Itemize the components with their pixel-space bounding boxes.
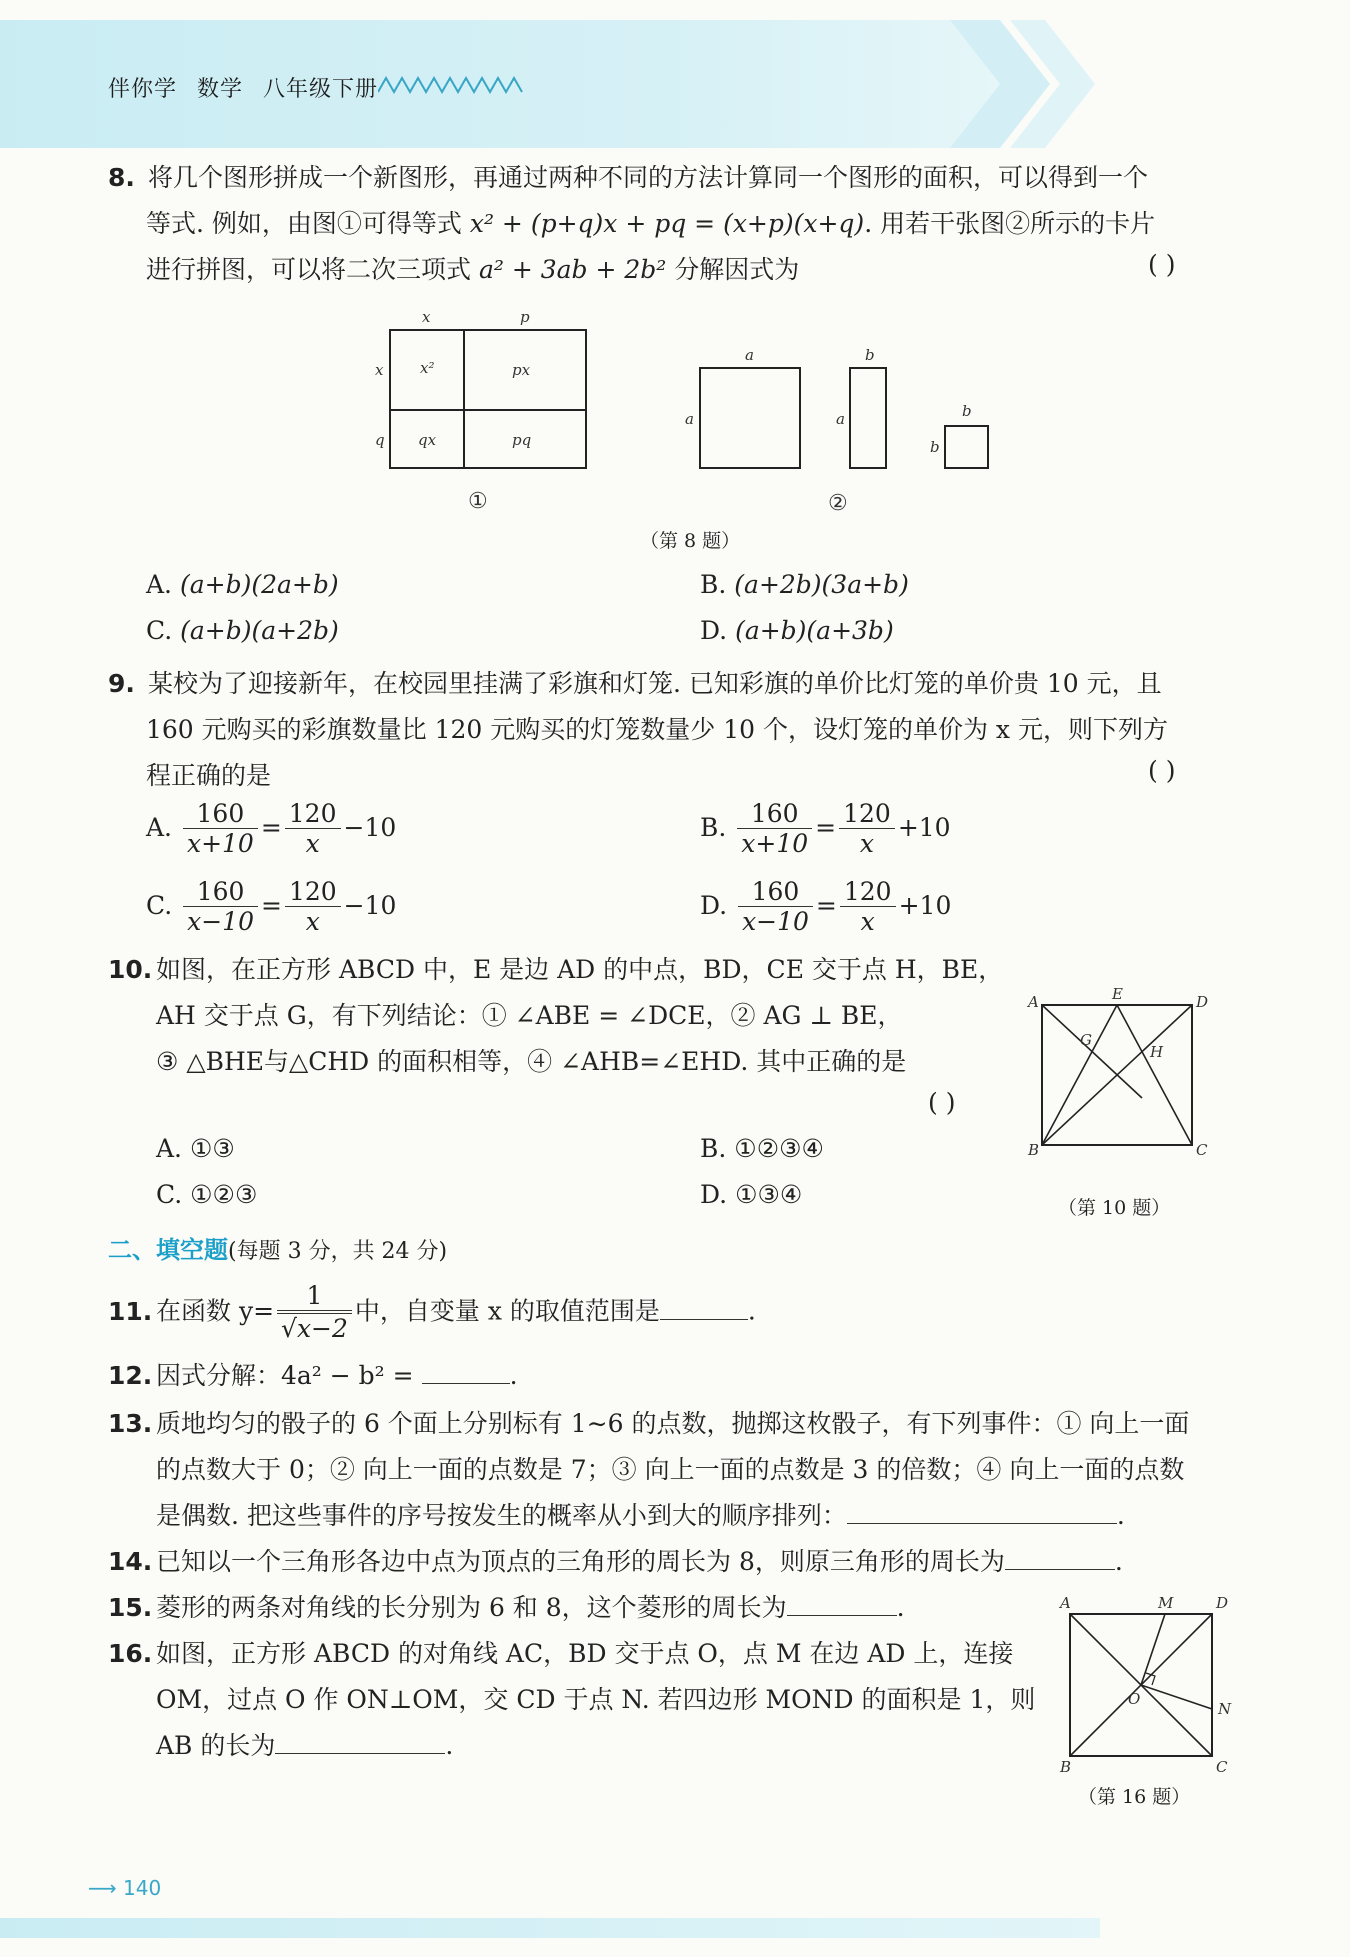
q8-text3a: 进行拼图，可以将二次三项式 (146, 255, 472, 284)
fig10-label-c: C (1196, 1141, 1208, 1159)
q8-answer-paren: ( ) (1148, 250, 1176, 279)
q10-figure (1020, 985, 1220, 1165)
section-note: (每题 3 分，共 24 分) (228, 1239, 448, 1264)
q9-text1: 某校为了迎接新年，在校园里挂满了彩旗和灯笼. 已知彩旗的单价比灯笼的单价贵 10 元，且 (148, 669, 1162, 698)
equals-sign: = (261, 891, 282, 920)
header-book: 伴你学 (108, 77, 178, 102)
q9-option-a[interactable] (146, 800, 396, 859)
fig16-label-b: B (1060, 1758, 1072, 1776)
fig10-label-g: G (1080, 1031, 1092, 1049)
q11 (108, 1282, 756, 1344)
numerator: 120 (839, 800, 895, 829)
option-label: C. (156, 1180, 183, 1209)
q8-line2 (146, 204, 1155, 240)
fig16-label-c: C (1216, 1758, 1228, 1776)
q9-option-b[interactable] (700, 800, 951, 859)
q10-text1: 如图，在正方形 ABCD 中，E 是边 AD 的中点，BD，CE 交于点 H，BE， (156, 955, 1004, 984)
option-text: ①③ (189, 1134, 235, 1163)
q8-line3 (146, 250, 799, 286)
option-text: ①③④ (735, 1180, 803, 1209)
footer-band (0, 1918, 1100, 1938)
fraction (840, 878, 896, 937)
q8-number: 8. (108, 163, 135, 192)
option-label: B. (700, 570, 727, 599)
option-label: D. (700, 616, 728, 645)
numerator: 160 (737, 800, 812, 829)
fig2-label-b-top: b (865, 346, 875, 364)
equals-sign: = (260, 813, 282, 842)
q9-option-c[interactable] (146, 878, 396, 937)
header-grade: 八年级下册 (263, 77, 379, 102)
tail: +10 (898, 891, 952, 920)
page-number (88, 1876, 161, 1900)
q8-option-c[interactable] (146, 616, 339, 645)
option-label: C. (146, 891, 173, 920)
q8-figures (360, 300, 1060, 530)
option-label: B. (700, 813, 727, 842)
fig1-label-p-top: p (520, 308, 530, 326)
section-heading-fill-blank (108, 1230, 447, 1265)
section-title: 二、填空题 (108, 1236, 228, 1264)
page-number-value: 140 (123, 1876, 162, 1900)
q16-figure (1050, 1592, 1250, 1782)
fig2-label-a-top: a (745, 346, 754, 364)
q10-figure-caption: （第 10 题） (1058, 1197, 1171, 1219)
equals-sign: = (815, 813, 837, 842)
q12-number: 12. (108, 1361, 153, 1390)
q12-text: 因式分解：4a² − b² = (156, 1361, 414, 1390)
q8-option-b[interactable] (700, 570, 909, 599)
q16-end: . (445, 1731, 454, 1760)
q15-text: 菱形的两条对角线的长分别为 6 和 8，这个菱形的周长为 (156, 1593, 787, 1622)
option-label: D. (700, 1180, 728, 1209)
numerator: 120 (840, 878, 896, 907)
q14-end: . (1114, 1547, 1123, 1576)
q14-text: 已知以一个三角形各边中点为顶点的三角形的周长为 8，则原三角形的周长为 (156, 1547, 1005, 1576)
fraction (277, 1282, 352, 1344)
fig16-label-o: O (1128, 1690, 1141, 1708)
q14-number: 14. (108, 1547, 153, 1576)
q15-answer-blank[interactable] (787, 1593, 897, 1616)
q9-line3: 程正确的是 (146, 761, 272, 790)
fraction (285, 800, 341, 859)
q8-text3b: 分解因式为 (674, 255, 800, 284)
fig1-cell-pq: pq (512, 431, 532, 449)
q13-line2: 的点数大于 0；② 向上一面的点数是 7；③ 向上一面的点数是 3 的倍数；④ 向上一面的点数 (156, 1455, 1185, 1484)
header-wave-icon (378, 76, 528, 94)
q14-answer-blank[interactable] (1005, 1547, 1115, 1570)
equals-sign: = (815, 891, 837, 920)
numerator: 160 (183, 800, 258, 829)
q11-text-b: 中，自变量 x 的取值范围是 (354, 1296, 660, 1326)
fig1-cell-px: px (512, 361, 531, 379)
option-text: ①②③ (190, 1180, 258, 1209)
q9-answer-paren: ( ) (1148, 756, 1176, 785)
fraction (183, 800, 258, 859)
q16-line1 (108, 1634, 1013, 1670)
fig10-label-b: B (1028, 1141, 1040, 1159)
fraction (737, 800, 812, 859)
q11-answer-blank[interactable] (660, 1297, 748, 1320)
q13-line1 (108, 1404, 1189, 1440)
q8-figure-caption: （第 8 题） (640, 530, 741, 552)
fig2-label-a-left: a (685, 410, 694, 428)
q15-number: 15. (108, 1593, 153, 1622)
q10-line1 (108, 950, 1003, 986)
q10-option-c[interactable] (156, 1180, 257, 1209)
numerator: 160 (183, 878, 258, 907)
numerator: 120 (285, 800, 341, 829)
option-label: B. (700, 1134, 727, 1163)
q8-text2b: . 用若干张图②所示的卡片 (864, 209, 1156, 238)
denominator: x−10 (187, 907, 254, 936)
q11-number: 11. (108, 1296, 153, 1326)
fig1-cell-x2: x² (420, 359, 435, 377)
q10-option-d[interactable] (700, 1180, 802, 1209)
denominator: x (305, 829, 320, 858)
fig10-label-a: A (1028, 993, 1039, 1011)
fig10-label-e: E (1112, 985, 1123, 1003)
option-text: (a+b)(a+3b) (735, 616, 894, 645)
numerator: 1 (277, 1282, 352, 1311)
q13-number: 13. (108, 1409, 153, 1438)
q15 (108, 1588, 905, 1624)
q12-answer-blank[interactable] (422, 1361, 510, 1384)
q9-option-d[interactable] (700, 878, 951, 937)
q8-option-a[interactable] (146, 570, 339, 599)
q16-line2: OM，过点 O 作 ON⊥OM，交 CD 于点 N. 若四边形 MOND 的面积是 1，则 (156, 1685, 1036, 1714)
q13-answer-blank[interactable] (847, 1501, 1117, 1524)
q16-figure-caption: （第 16 题） (1078, 1786, 1191, 1808)
q13-text3: 是偶数. 把这些事件的序号按发生的概率从小到大的顺序排列： (156, 1501, 847, 1530)
q9-line2: 160 元购买的彩旗数量比 120 元购买的灯笼数量少 10 个，设灯笼的单价为 x 元，则下列方 (146, 715, 1168, 744)
option-label: A. (146, 570, 173, 599)
denominator: x−10 (742, 907, 809, 936)
header-chevron-decoration (950, 20, 1150, 148)
tail: −10 (343, 813, 397, 842)
q10-line3: ③ △BHE与△CHD 的面积相等，④ ∠AHB=∠EHD. 其中正确的是 (156, 1047, 907, 1076)
q10-answer-paren: ( ) (928, 1088, 956, 1117)
header-title (108, 72, 398, 103)
tail: +10 (897, 813, 951, 842)
denominator: x (859, 829, 874, 858)
numerator: 160 (738, 878, 813, 907)
fig16-label-d: D (1216, 1594, 1229, 1612)
fig16-label-m: M (1158, 1594, 1174, 1612)
option-text: (a+b)(a+2b) (180, 616, 339, 645)
denominator: x+10 (186, 829, 254, 858)
q8-figure2 (685, 346, 988, 516)
q14 (108, 1542, 1123, 1578)
denominator: x (860, 907, 875, 936)
q8-figure1 (375, 308, 586, 514)
q8-line1 (108, 158, 1148, 194)
q16-text3: AB 的长为 (156, 1731, 276, 1760)
q10-number: 10. (108, 955, 153, 984)
q11-end: . (747, 1296, 756, 1326)
option-text: ①②③④ (734, 1134, 824, 1163)
denominator-sqrt: √x−2 (277, 1313, 352, 1344)
q16-number: 16. (108, 1639, 153, 1668)
fig16-label-a: A (1060, 1594, 1071, 1612)
option-text: (a+b)(2a+b) (179, 570, 339, 599)
q8-text2a: 等式. 例如，由图①可得等式 (146, 209, 462, 238)
q16-answer-blank[interactable] (275, 1731, 445, 1754)
fig2-label-a-left2: a (836, 410, 845, 428)
q10-line2: AH 交于点 G，有下列结论：① ∠ABE = ∠DCE，② AG ⊥ BE， (156, 1001, 903, 1030)
q8-math2: a² + 3ab + 2b² (478, 255, 667, 284)
q12 (108, 1356, 518, 1392)
fig1-label-q-left: q (375, 431, 385, 449)
q13-text1: 质地均匀的骰子的 6 个面上分别标有 1∼6 的点数，抛掷这枚骰子，有下列事件：① 向上一面 (156, 1409, 1190, 1438)
q8-math1: x² + (p+q)x + pq = (x+p)(x+q) (469, 209, 865, 238)
fig16-label-n: N (1218, 1700, 1232, 1718)
q15-end: . (896, 1593, 905, 1622)
option-label: D. (700, 891, 728, 920)
numerator: 120 (285, 878, 341, 907)
fig10-label-d: D (1196, 993, 1209, 1011)
fig1-label-x-left: x (375, 361, 384, 379)
page-arrow-icon: ⟶ (88, 1876, 124, 1900)
fig1-caption: ① (468, 489, 488, 514)
q16-text1: 如图，正方形 ABCD 的对角线 AC，BD 交于点 O，点 M 在边 AD 上，连接 (156, 1639, 1014, 1668)
q8-text1: 将几个图形拼成一个新图形，再通过两种不同的方法计算同一个图形的面积，可以得到一个 (148, 163, 1149, 192)
q9-line1 (108, 664, 1162, 700)
tail: −10 (343, 891, 397, 920)
fig2-caption: ② (828, 491, 848, 516)
q10-option-b[interactable] (700, 1134, 824, 1163)
q12-end: . (509, 1361, 518, 1390)
q13-end: . (1116, 1501, 1125, 1530)
fig1-label-x-top: x (422, 308, 431, 326)
q9-number: 9. (108, 669, 135, 698)
fig2-label-b-top2: b (962, 402, 972, 420)
q13-line3 (156, 1496, 1125, 1532)
q8-option-d[interactable] (700, 616, 894, 645)
option-label: A. (156, 1134, 183, 1163)
fig2-label-b-left: b (930, 438, 940, 456)
denominator: x+10 (741, 829, 809, 858)
q16-line3 (156, 1726, 453, 1762)
fig1-cell-qx: qx (418, 431, 437, 449)
option-label: A. (146, 813, 173, 842)
header-subject: 数学 (197, 77, 244, 102)
fraction (183, 878, 258, 937)
denominator: x (305, 907, 320, 936)
fraction (738, 878, 813, 937)
option-text: (a+2b)(3a+b) (734, 570, 909, 599)
fraction (839, 800, 895, 859)
fig10-label-h: H (1150, 1043, 1164, 1061)
q11-text-a: 在函数 y= (156, 1296, 275, 1326)
q10-option-a[interactable] (156, 1134, 235, 1163)
fraction (285, 878, 341, 937)
option-label: C. (146, 616, 173, 645)
